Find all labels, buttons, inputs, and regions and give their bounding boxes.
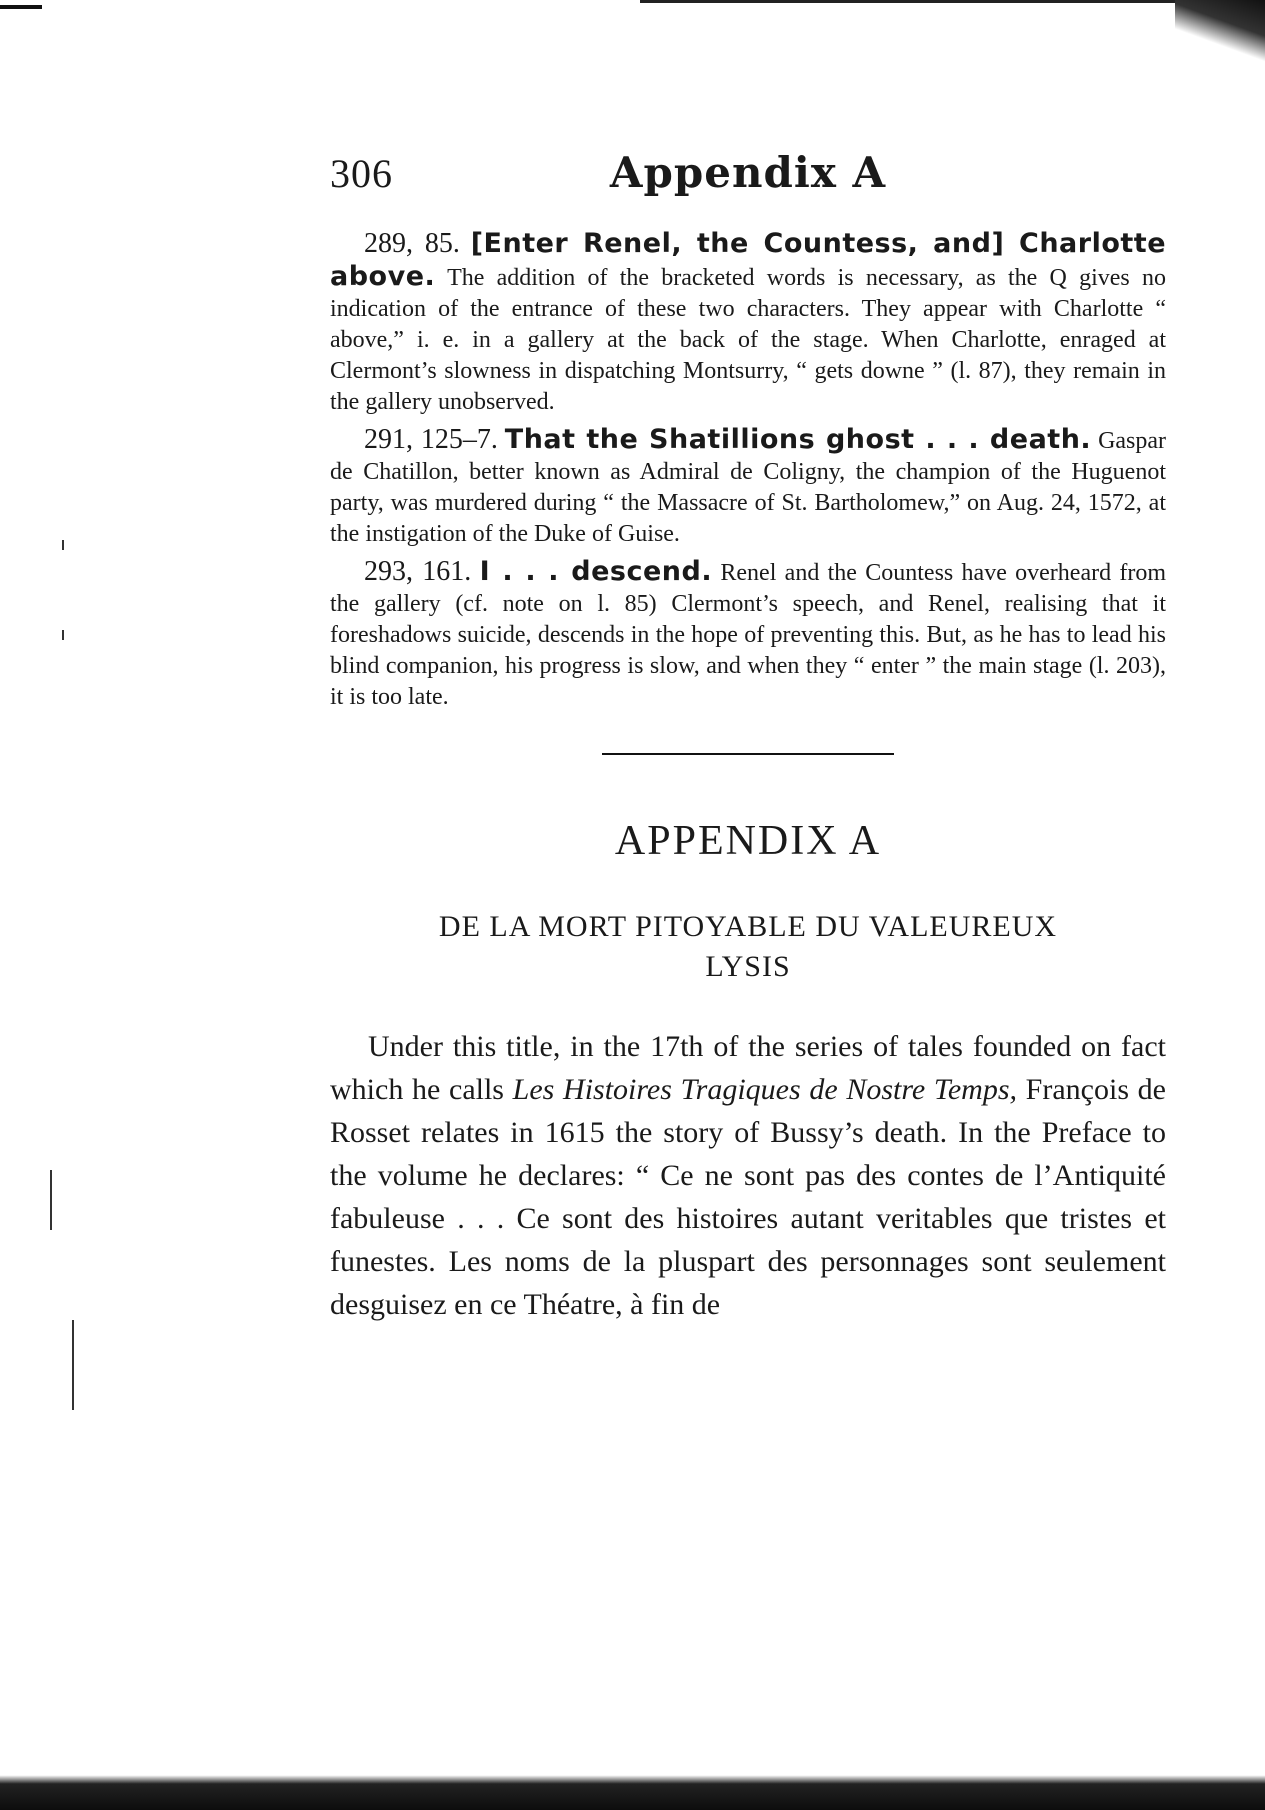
body-text-run: François de Rosset relates in 1615 the story of Bussy’s death. In the Preface to the volume he declares: “ Ce ne sont pas des contes de l’Antiquité fabuleuse . . . Ce sont des histoires autant veritables que tristes et funestes. Les noms de la pluspart des personnages sont seulement desguisez en ce Théatre, à fin de bbox=[330, 1073, 1166, 1321]
scan-tick bbox=[62, 630, 64, 640]
scan-tick bbox=[72, 1320, 74, 1410]
note-entry bbox=[330, 556, 1166, 713]
page bbox=[330, 140, 1166, 1326]
subtitle-line: LYSIS bbox=[705, 950, 791, 983]
book-title-italic: Les Histoires Tragiques de Nostre Temps, bbox=[512, 1073, 1017, 1106]
note-entry bbox=[330, 228, 1166, 418]
note-lemma: I . . . descend. bbox=[479, 556, 713, 587]
note-reference: 289, 85. bbox=[364, 228, 460, 259]
note-lemma: [Enter Renel, the Countess, and] Charlotte above. bbox=[330, 228, 1167, 292]
note-lemma: That the Shatillions ghost . . . death. bbox=[504, 424, 1092, 455]
scan-edge-bottom bbox=[0, 1752, 1265, 1810]
note-text: The addition of the bracketed words is necessary, as the Q gives no indication of the entrance of these two characters. They appear with Charlotte “ above,” i. e. in a gallery at the back of the stage. When Charlotte, enraged at Clermont’s slowness in dispatching Montsurry, “ gets downe ” (l. 87), they remain in the gallery unobserved. bbox=[330, 265, 1166, 415]
appendix-title: APPENDIX A bbox=[614, 818, 882, 864]
note-text: Renel and the Countess have overheard from the gallery (cf. note on l. 85) Clermont’s speech, and Renel, realising that it foreshadows suicide, descends in the hope of preventing this. But, as he has to lead his blind companion, his progress is slow, and when they “ enter ” the main stage (l. 203), it is too late. bbox=[330, 560, 1167, 710]
body-text-run: Under this title, in the 17th of the series of tales founded on fact which he calls bbox=[330, 1030, 1166, 1106]
note-reference: 293, 161. bbox=[364, 556, 472, 587]
note-text: Gaspar de Chatillon, better known as Admiral de Coligny, the champion of the Huguenot party, was murdered during “ the Massacre of St. Bartholomew,” on Aug. 24, 1572, at the instigation of the Duke of Guise. bbox=[330, 428, 1167, 547]
note-entry bbox=[330, 424, 1166, 550]
notes-section bbox=[330, 228, 1166, 713]
scan-tick bbox=[62, 540, 64, 550]
page-number: 306 bbox=[330, 151, 393, 196]
scan-tick bbox=[50, 1170, 52, 1230]
scan-corner-shadow bbox=[1175, 0, 1265, 70]
subtitle-line: DE LA MORT PITOYABLE DU VALEUREUX bbox=[438, 910, 1058, 943]
section-divider bbox=[602, 753, 894, 755]
scan-mark-top-left bbox=[0, 5, 42, 9]
scan-edge-top bbox=[640, 0, 1265, 11]
appendix-body bbox=[330, 1025, 1166, 1326]
running-head: Appendix A bbox=[609, 148, 887, 197]
appendix-subtitle bbox=[330, 907, 1166, 987]
note-reference: 291, 125–7. bbox=[364, 424, 498, 455]
page-header bbox=[330, 140, 1166, 210]
body-paragraph bbox=[330, 1025, 1166, 1326]
